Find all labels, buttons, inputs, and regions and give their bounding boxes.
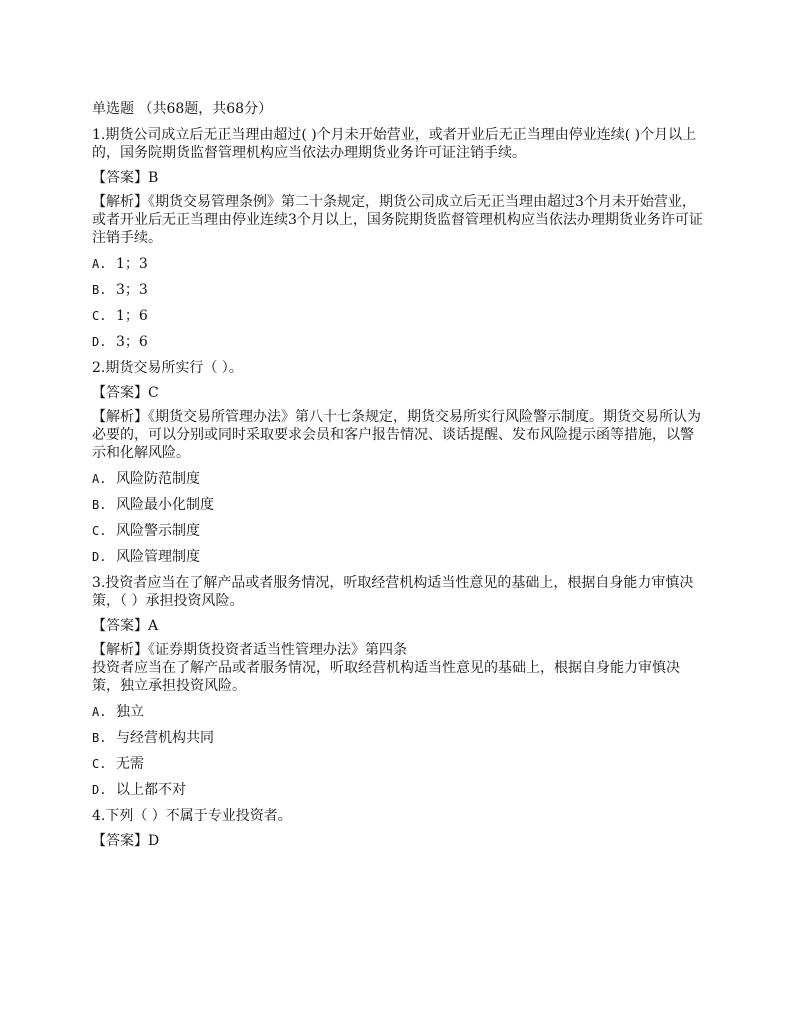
option-text: 3；3 <box>116 282 148 298</box>
question-block-4 <box>92 807 704 850</box>
option-text: 1；3 <box>116 256 148 272</box>
option-text: 风险警示制度 <box>116 523 200 539</box>
option-c <box>92 307 704 325</box>
answer-line: 【答案】C <box>92 385 159 401</box>
option-d <box>92 333 704 351</box>
option-letter: B. <box>92 731 107 745</box>
question-block-3 <box>92 574 704 799</box>
option-b <box>92 729 704 747</box>
option-text: 风险管理制度 <box>116 549 200 565</box>
option-letter: C. <box>92 757 107 771</box>
option-a <box>92 703 704 721</box>
option-d <box>92 548 704 566</box>
option-text: 无需 <box>116 756 144 772</box>
question-stem: 3.投资者应当在了解产品或者服务情况，听取经营机构适当性意见的基础上，根据自身能力审慎决策，（ ）承担投资风险。 <box>92 575 694 609</box>
option-text: 1；6 <box>116 308 148 324</box>
option-letter: D. <box>92 335 107 349</box>
option-b <box>92 496 704 514</box>
option-letter: D. <box>92 783 107 797</box>
option-b <box>92 281 704 299</box>
option-letter: A. <box>92 472 107 486</box>
question-stem: 1.期货公司成立后无正当理由超过( )个月未开始营业，或者开业后无正当理由停业连续( )个月以上的，国务院期货监督管理机构应当依法办理期货业务许可证注销手续。 <box>92 127 697 161</box>
option-a <box>92 470 704 488</box>
question-block-1 <box>92 126 704 351</box>
question-block-2 <box>92 359 704 566</box>
option-a <box>92 255 704 273</box>
answer-line: 【答案】D <box>92 833 160 849</box>
option-c <box>92 755 704 773</box>
option-letter: B. <box>92 283 107 297</box>
option-letter: C. <box>92 309 107 323</box>
section-title: 单选题 （共68题，共68分） <box>92 101 273 117</box>
option-letter: A. <box>92 257 107 271</box>
option-letter: B. <box>92 498 107 512</box>
analysis-text: 【解析】《证券期货投资者适当性管理办法》第四条 <box>92 642 407 658</box>
option-text: 3；6 <box>116 334 148 350</box>
answer-line: 【答案】A <box>92 618 159 634</box>
option-letter: C. <box>92 524 107 538</box>
option-text: 风险防范制度 <box>116 471 200 487</box>
option-text: 风险最小化制度 <box>116 497 214 513</box>
option-letter: A. <box>92 705 107 719</box>
option-text: 以上都不对 <box>116 782 186 798</box>
option-letter: D. <box>92 550 107 564</box>
analysis-text: 【解析】《期货交易所管理办法》第八十七条规定，期货交易所实行风险警示制度。期货交易所认为必要的，可以分别或同时采取要求会员和客户报告情况、谈话提醒、发布风险提示函等措施，以警示和化解风险。 <box>92 409 701 461</box>
answer-line: 【答案】B <box>92 170 159 186</box>
option-d <box>92 781 704 799</box>
analysis-text: 【解析】《期货交易管理条例》第二十条规定，期货公司成立后无正当理由超过3个月未开始营业，或者开业后无正当理由停业连续3个月以上，国务院期货监督管理机构应当依法办理期货业务许可证注销手续。 <box>92 194 703 246</box>
document-page <box>92 100 704 856</box>
option-text: 与经营机构共同 <box>116 730 214 746</box>
option-text: 独立 <box>116 704 144 720</box>
question-stem: 2.期货交易所实行（ ）。 <box>92 360 243 376</box>
question-stem: 4.下列（ ）不属于专业投资者。 <box>92 808 292 824</box>
option-c <box>92 522 704 540</box>
analysis-text: 投资者应当在了解产品或者服务情况，听取经营机构适当性意见的基础上，根据自身能力审慎决策，独立承担投资风险。 <box>92 660 680 694</box>
